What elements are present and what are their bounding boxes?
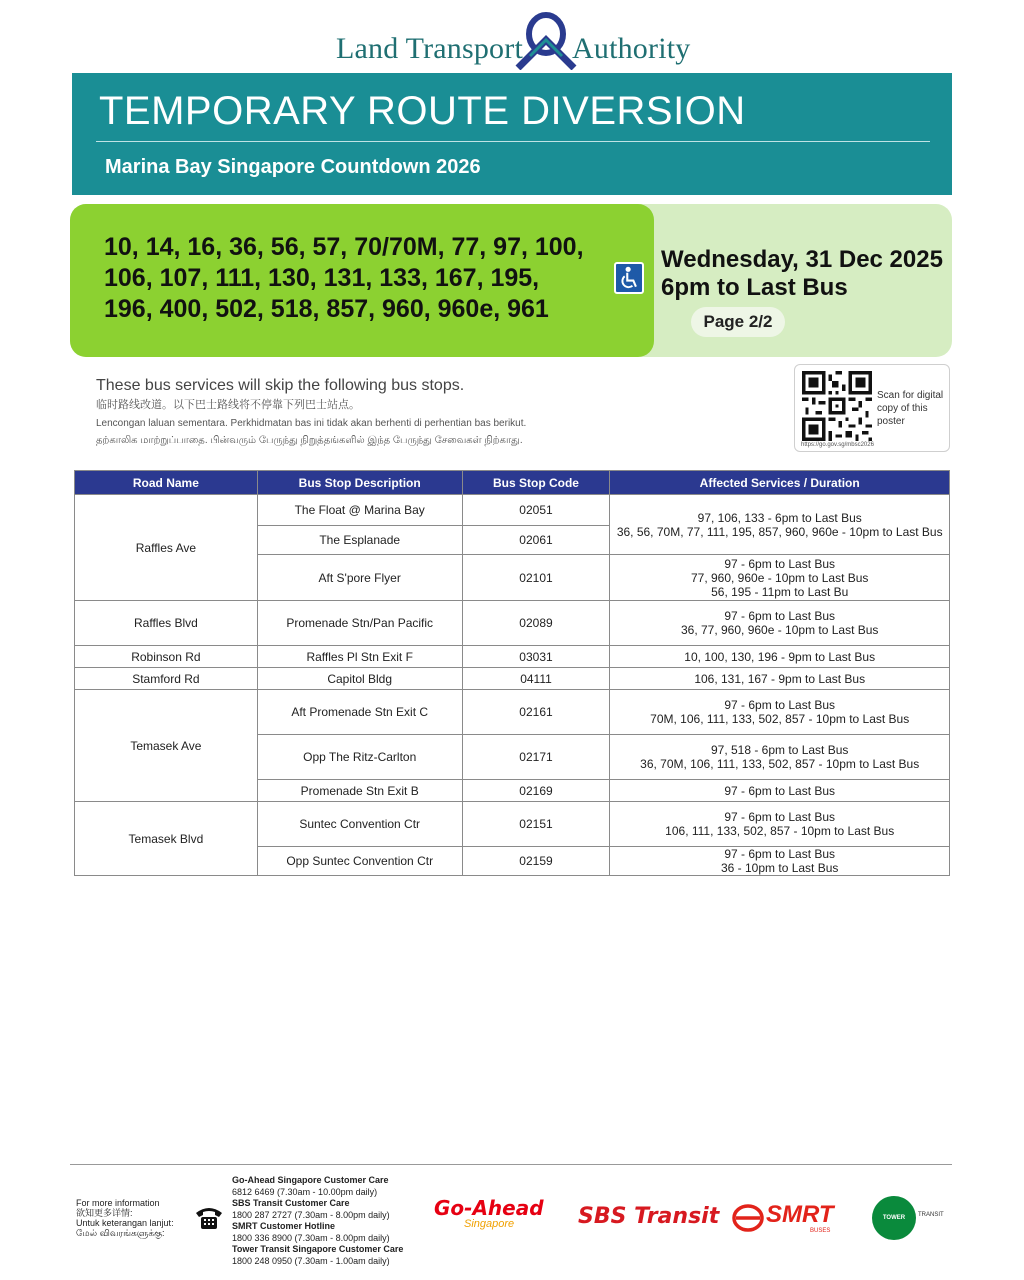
stop-description-cell: Aft Promenade Stn Exit C [257, 690, 462, 735]
notice-chinese: 临时路线改道。以下巴士路线将不停靠下列巴士站点。 [96, 399, 360, 411]
road-name-cell: Raffles Ave [75, 495, 258, 601]
customer-care-contacts [232, 1175, 432, 1267]
more-info-block [76, 1198, 196, 1238]
contact-line[interactable]: 1800 336 8900 (7.30am - 8.00pm daily) [232, 1232, 390, 1243]
table-row [75, 668, 950, 690]
services-panel [70, 204, 952, 357]
table-header-row [75, 471, 950, 495]
affected-services-cell: 97, 518 - 6pm to Last Bus 36, 70M, 106, 111, 133, 502, 857 - 10pm to Last Bus [610, 735, 950, 780]
stop-description-cell: Opp The Ritz-Carlton [257, 735, 462, 780]
road-name-cell: Stamford Rd [75, 668, 258, 690]
affected-services-cell: 97, 106, 133 - 6pm to Last Bus 36, 56, 70M, 77, 111, 195, 857, 960, 960e - 10pm to Last Bus [610, 495, 950, 555]
header-divider [96, 141, 930, 142]
logo-text-right: Authority [572, 32, 691, 65]
affected-services-cell: 10, 100, 130, 196 - 9pm to Last Bus [610, 646, 950, 668]
table-row [75, 495, 950, 526]
contact-line[interactable]: 1800 248 0950 (7.30am - 1.00am daily) [232, 1255, 390, 1266]
goahead-logo-sub: Singapore [464, 1218, 515, 1230]
stop-description-cell: Suntec Convention Ctr [257, 802, 462, 847]
sbs-transit-logo [578, 1202, 720, 1236]
services-line: 10, 14, 16, 36, 56, 57, 70/70M, 77, 97, 100, [104, 233, 584, 261]
more-info-line: Untuk keterangan lanjut: [76, 1218, 174, 1228]
stop-description-cell: Capitol Bldg [257, 668, 462, 690]
affected-services-cell: 97 - 6pm to Last Bus 36, 77, 960, 960e - 10pm to Last Bus [610, 601, 950, 646]
stop-code-cell: 04111 [462, 668, 610, 690]
lta-emblem-icon [510, 10, 580, 70]
header-affected-services: Affected Services / Duration [610, 471, 950, 495]
affected-services-cell: 97 - 6pm to Last Bus [610, 780, 950, 802]
qr-card[interactable] [794, 364, 950, 452]
stop-description-cell: Promenade Stn Exit B [257, 780, 462, 802]
logo-text-left: Land Transport [336, 32, 523, 65]
page-badge: Page 2/2 [691, 307, 785, 337]
affected-services-list [104, 232, 624, 325]
qr-code-icon[interactable] [801, 371, 873, 441]
contact-name: SMRT Customer Hotline [232, 1221, 336, 1231]
services-line: 106, 107, 111, 130, 131, 133, 167, 195, [104, 264, 540, 292]
smrt-logo-text: SMRT [766, 1201, 834, 1228]
road-name-cell: Temasek Blvd [75, 802, 258, 876]
smrt-logo-sub: BUSES [810, 1228, 831, 1234]
bus-stops-table [74, 470, 950, 876]
event-subtitle: Marina Bay Singapore Countdown 2026 [105, 156, 481, 178]
goahead-logo [434, 1198, 558, 1238]
contact-line[interactable]: 6812 6469 (7.30am - 10.00pm daily) [232, 1186, 378, 1197]
more-info-line: மேல் விவரங்களுக்கு: [76, 1228, 165, 1238]
telephone-icon [194, 1205, 224, 1231]
road-name-cell: Raffles Blvd [75, 601, 258, 646]
stop-code-cell: 02159 [462, 847, 610, 876]
lta-logo [320, 10, 700, 70]
header-bus-stop-code: Bus Stop Code [462, 471, 610, 495]
stop-code-cell: 02169 [462, 780, 610, 802]
stop-description-cell: Promenade Stn/Pan Pacific [257, 601, 462, 646]
service-time: 6pm to Last Bus [661, 274, 848, 301]
sbs-transit-logo-text: SBS Transit [578, 1204, 720, 1229]
stop-code-cell: 02151 [462, 802, 610, 847]
services-line: 196, 400, 502, 518, 857, 960, 960e, 961 [104, 295, 549, 323]
services-list-panel [70, 204, 654, 357]
stop-code-cell: 02089 [462, 601, 610, 646]
affected-services-cell: 106, 131, 167 - 9pm to Last Bus [610, 668, 950, 690]
header-road-name: Road Name [75, 471, 258, 495]
header-bus-stop-description: Bus Stop Description [257, 471, 462, 495]
table-row [75, 601, 950, 646]
page-title: TEMPORARY ROUTE DIVERSION [99, 89, 746, 133]
table-row [75, 646, 950, 668]
schedule-info [661, 246, 943, 302]
stop-code-cell: 02101 [462, 555, 610, 601]
stop-code-cell: 02161 [462, 690, 610, 735]
tower-transit-circle: TOWER [872, 1196, 916, 1240]
tower-transit-logo [868, 1194, 952, 1242]
smrt-logo [732, 1198, 844, 1238]
tower-transit-logo-sub: TRANSIT [918, 1212, 944, 1218]
contact-name: SBS Transit Customer Care [232, 1198, 350, 1208]
notice-tamil: தற்காலிக மாற்றுப்பாதை. பின்வரும் பேருந்து நிறுத்தங்களில் இந்த பேருந்து சேவைகள் நிற்காது. [96, 435, 523, 446]
contact-line[interactable]: 1800 287 2727 (7.30am - 8.00pm daily) [232, 1209, 390, 1220]
stop-code-cell: 02051 [462, 495, 610, 526]
more-info-line: For more information [76, 1198, 160, 1208]
stop-code-cell: 02061 [462, 526, 610, 555]
footer-divider [70, 1164, 952, 1165]
contact-name: Go-Ahead Singapore Customer Care [232, 1175, 389, 1185]
qr-url[interactable]: https://go.gov.sg/mbsc2026 [801, 442, 874, 448]
contact-name: Tower Transit Singapore Customer Care [232, 1244, 404, 1254]
wheelchair-icon [614, 262, 644, 294]
stop-code-cell: 02171 [462, 735, 610, 780]
smrt-emblem-icon [732, 1204, 764, 1232]
affected-services-cell: 97 - 6pm to Last Bus 70M, 106, 111, 133, 502, 857 - 10pm to Last Bus [610, 690, 950, 735]
goahead-logo-text: Go-Ahead [434, 1196, 544, 1220]
stop-description-cell: The Esplanade [257, 526, 462, 555]
table-row [75, 802, 950, 847]
stop-code-cell: 03031 [462, 646, 610, 668]
affected-services-cell: 97 - 6pm to Last Bus 77, 960, 960e - 10pm to Last Bus 56, 195 - 11pm to Last Bu [610, 555, 950, 601]
stop-description-cell: Raffles Pl Stn Exit F [257, 646, 462, 668]
more-info-line: 欲知更多详情: [76, 1208, 133, 1218]
table-row [75, 690, 950, 735]
notice-block [96, 376, 696, 448]
stop-description-cell: Opp Suntec Convention Ctr [257, 847, 462, 876]
road-name-cell: Temasek Ave [75, 690, 258, 802]
stop-description-cell: The Float @ Marina Bay [257, 495, 462, 526]
header-band [72, 73, 952, 195]
service-date: Wednesday, 31 Dec 2025 [661, 246, 943, 273]
notice-english: These bus services will skip the following bus stops. [96, 377, 465, 394]
notice-malay: Lencongan laluan sementara. Perkhidmatan bas ini tidak akan berhenti di perhentian bas berikut. [96, 418, 527, 429]
stop-description-cell: Aft S'pore Flyer [257, 555, 462, 601]
road-name-cell: Robinson Rd [75, 646, 258, 668]
affected-services-cell: 97 - 6pm to Last Bus 36 - 10pm to Last Bus [610, 847, 950, 876]
qr-caption: Scan for digital copy of this poster [877, 390, 944, 427]
affected-services-cell: 97 - 6pm to Last Bus 106, 111, 133, 502, 857 - 10pm to Last Bus [610, 802, 950, 847]
